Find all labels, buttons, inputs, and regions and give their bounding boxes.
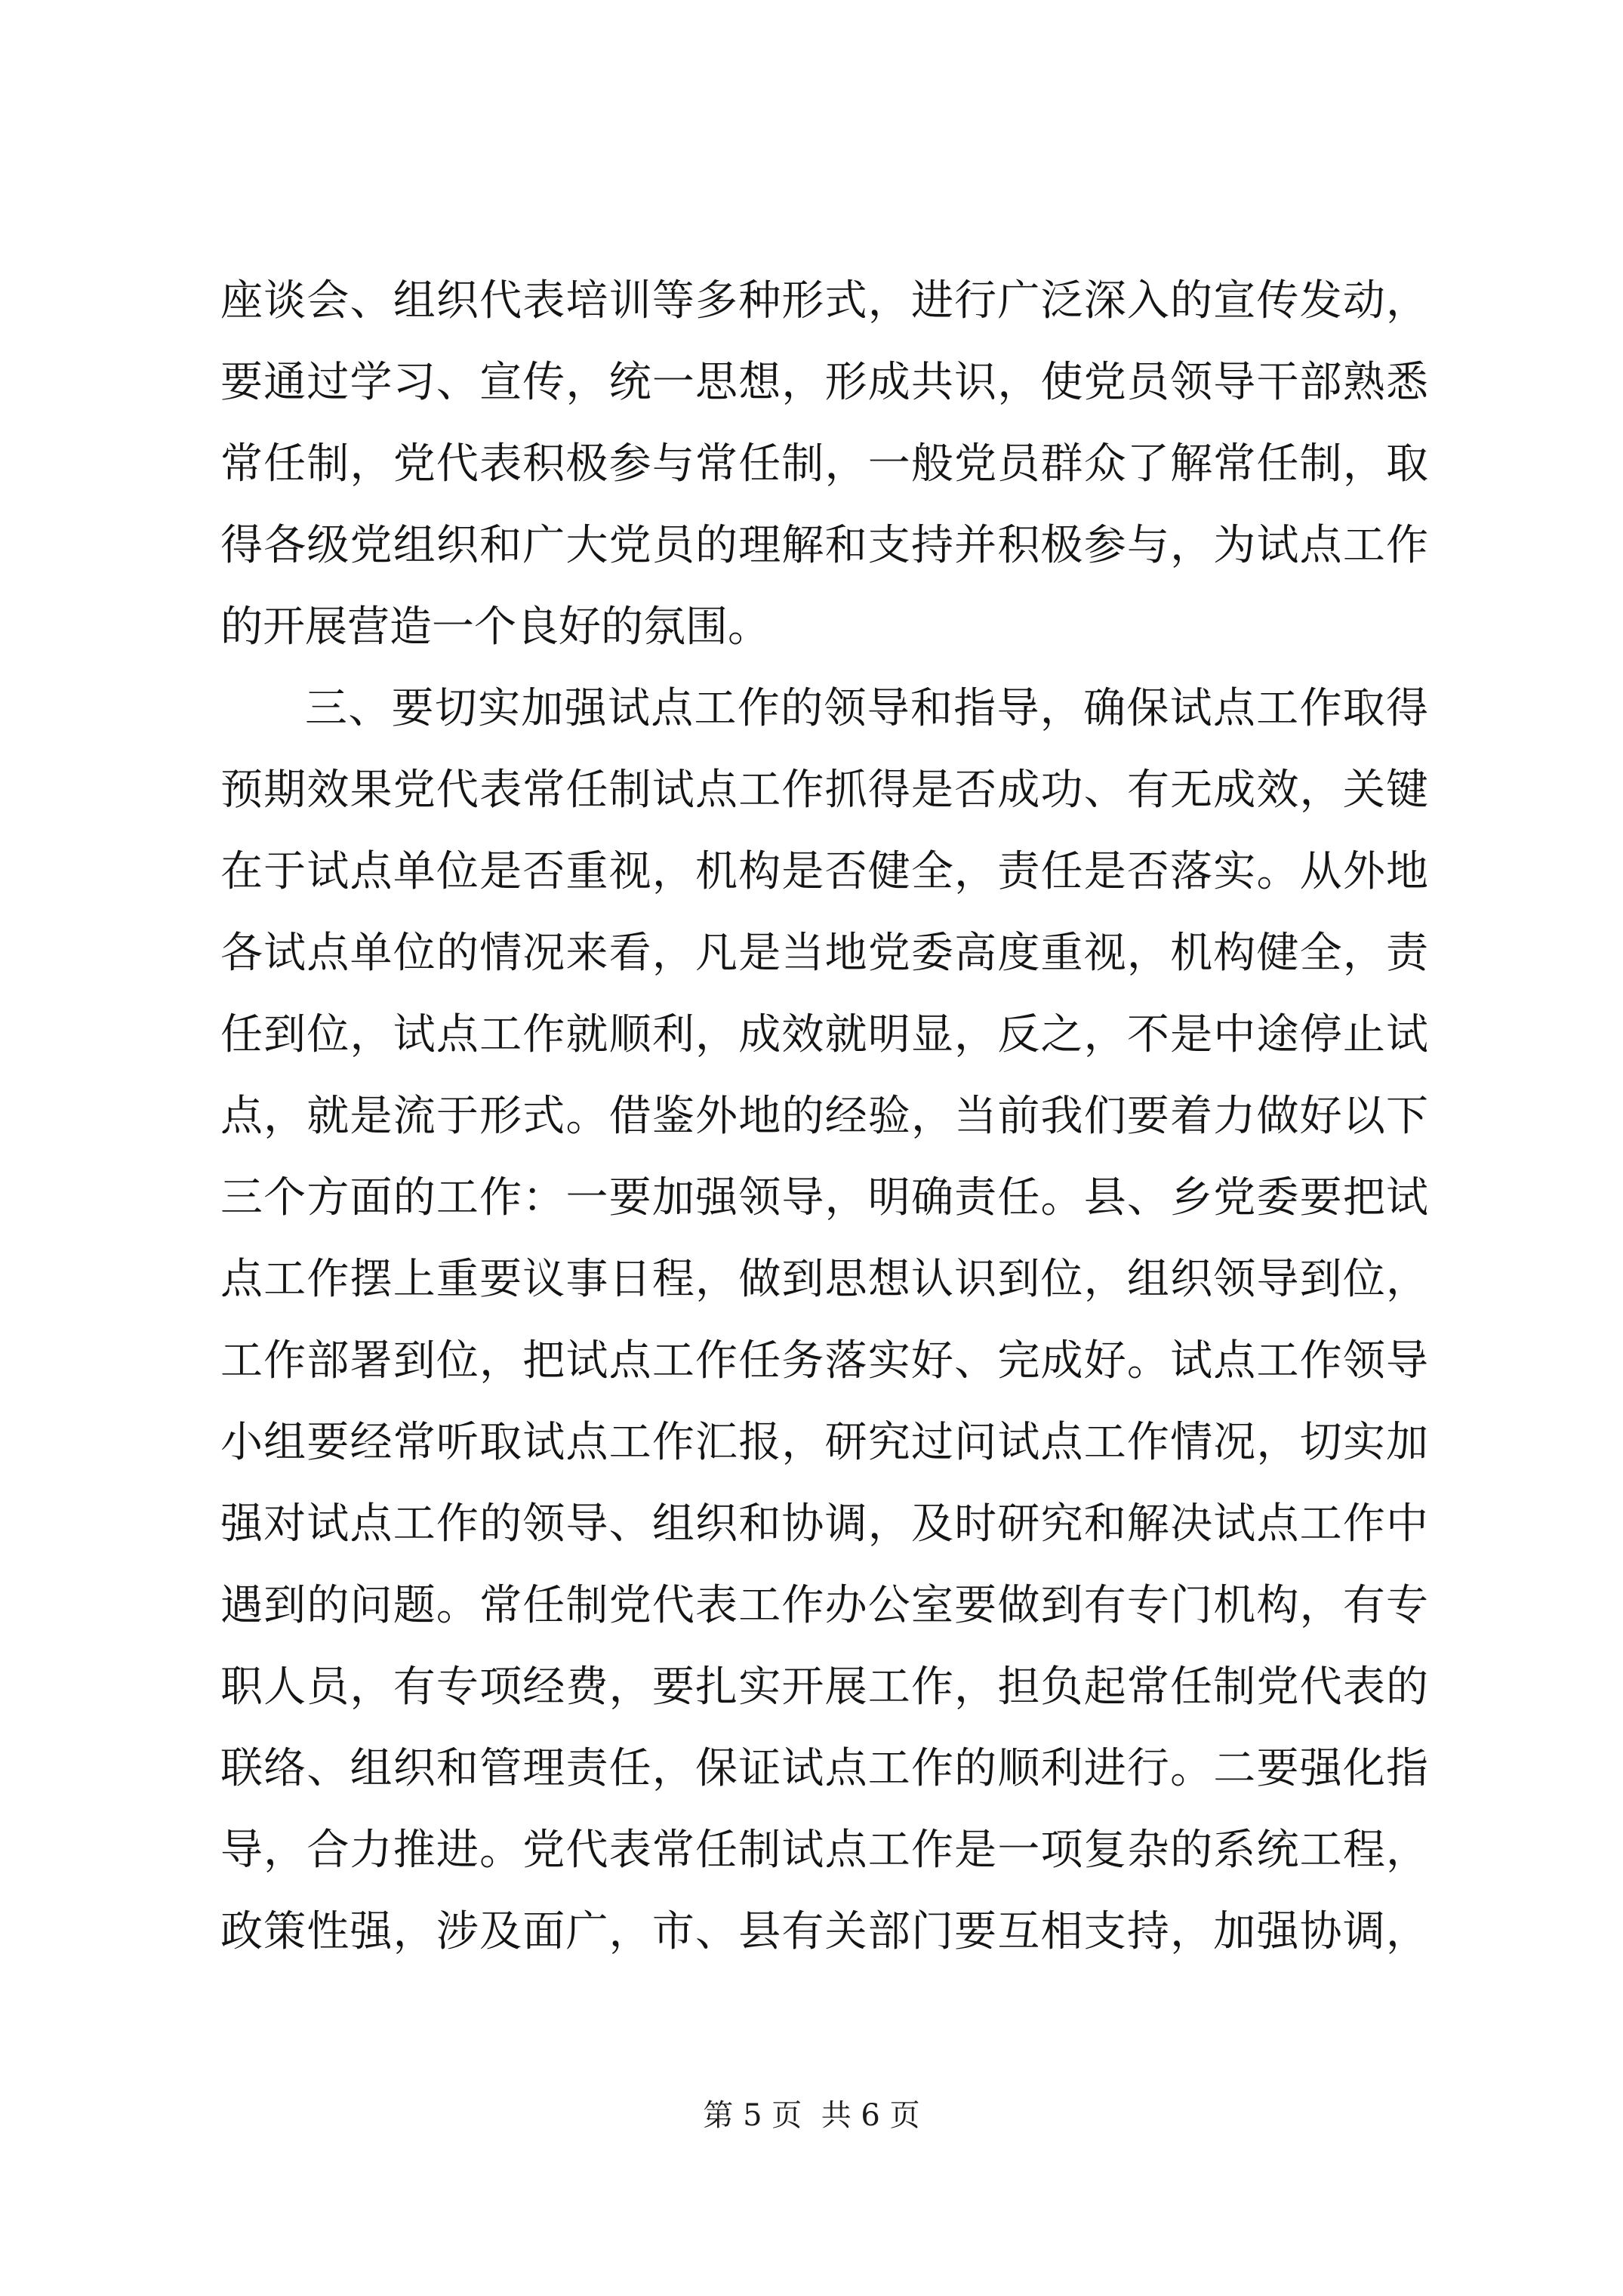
text-line: 的开展营造一个良好的氛围。 (220, 603, 770, 652)
text-line: 预期效果党代表常任制试点工作抓得是否成功、有无成效，关键 (220, 766, 1428, 815)
text-line: 强对试点工作的领导、组织和协调，及时研究和解决试点工作中 (220, 1499, 1428, 1549)
page-footer (0, 2093, 1623, 2138)
text-line: 职人员，有专项经费，要扎实开展工作，担负起常任制党代表的 (220, 1663, 1428, 1712)
text-line: 常任制，党代表积极参与常任制，一般党员群众了解常任制，取 (220, 439, 1428, 488)
text-line: 任到位，试点工作就顺利，成效就明显，反之，不是中途停止试 (220, 1010, 1428, 1059)
text-line: 座谈会、组织代表培训等多种形式，进行广泛深入的宣传发动， (220, 276, 1428, 325)
text-line: 点，就是流于形式。借鉴外地的经验，当前我们要着力做好以下 (220, 1092, 1428, 1141)
text-line: 小组要经常听取试点工作汇报，研究过问试点工作情况，切实加 (220, 1418, 1428, 1467)
text-line: 在于试点单位是否重视，机构是否健全，责任是否落实。从外地 (220, 847, 1428, 896)
text-line: 三、要切实加强试点工作的领导和指导，确保试点工作取得 (305, 684, 1428, 733)
text-line: 联络、组织和管理责任，保证试点工作的顺利进行。二要强化指 (220, 1744, 1428, 1793)
text-line: 遇到的问题。常任制党代表工作办公室要做到有专门机构，有专 (220, 1581, 1428, 1630)
text-line: 三个方面的工作：一要加强领导，明确责任。县、乡党委要把试 (220, 1173, 1428, 1222)
paragraph-2 (220, 668, 1428, 1973)
text-line: 工作部署到位，把试点工作任务落实好、完成好。试点工作领导 (220, 1336, 1428, 1385)
body-text (220, 260, 1428, 1973)
text-line: 导，合力推进。党代表常任制试点工作是一项复杂的系统工程， (220, 1826, 1428, 1875)
text-line: 要通过学习、宣传，统一思想，形成共识，使党员领导干部熟悉 (220, 358, 1428, 407)
text-line: 点工作摆上重要议事日程，做到思想认识到位，组织领导到位， (220, 1255, 1428, 1304)
page-number-label: 第 5 页 共 6 页 (703, 2098, 920, 2133)
text-line: 各试点单位的情况来看，凡是当地党委高度重视，机构健全，责 (220, 929, 1428, 978)
text-line: 政策性强，涉及面广，市、县有关部门要互相支持，加强协调， (220, 1907, 1428, 1956)
text-line: 得各级党组织和广大党员的理解和支持并积极参与，为试点工作 (220, 521, 1428, 570)
paragraph-1 (220, 260, 1428, 668)
